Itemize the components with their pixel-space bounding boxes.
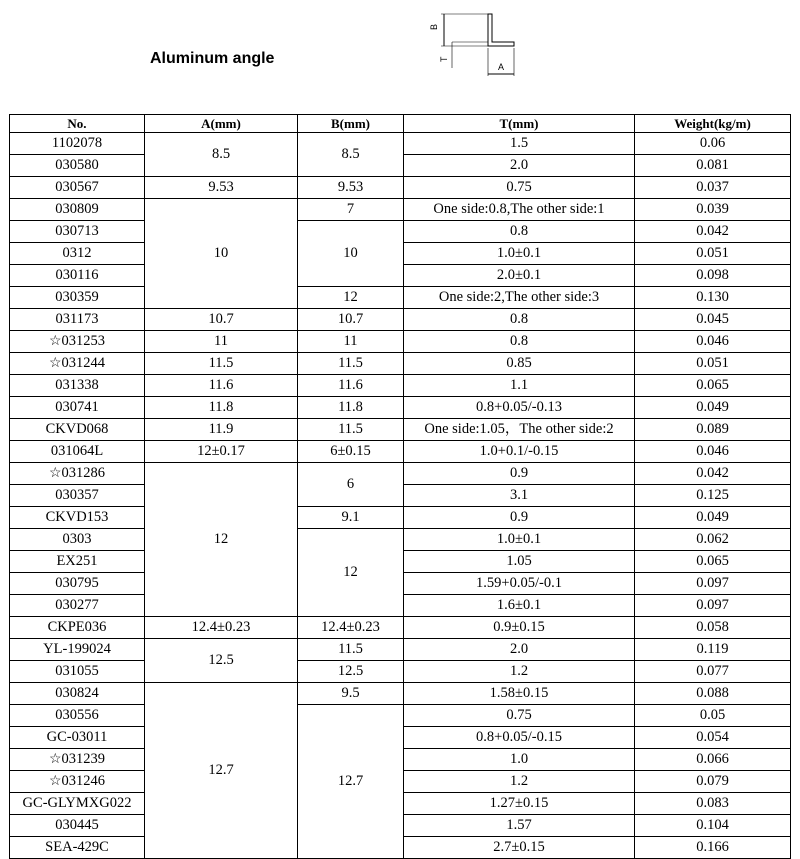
part-number: 030809 [55, 201, 99, 217]
cell-a: 12 [145, 463, 298, 617]
cell-no [10, 595, 145, 617]
cell-a: 12±0.17 [145, 441, 298, 463]
cell-weight: 0.119 [635, 639, 791, 661]
part-number: 031064L [50, 443, 104, 459]
part-number: SEA-429C [45, 839, 109, 855]
cell-no [10, 309, 145, 331]
angle-profile-diagram [422, 8, 522, 80]
star-icon: ☆ [48, 752, 62, 767]
cell-a: 11.5 [145, 353, 298, 375]
cell-weight: 0.037 [635, 177, 791, 199]
cell-t: 2.0±0.1 [404, 265, 635, 287]
cell-weight: 0.042 [635, 221, 791, 243]
part-number: CKVD153 [45, 509, 109, 525]
table-row [10, 133, 791, 155]
cell-no [10, 155, 145, 177]
part-number: 030445 [55, 817, 99, 833]
cell-no [10, 243, 145, 265]
cell-no [10, 705, 145, 727]
cell-t: 0.8 [404, 221, 635, 243]
part-number: 1102078 [51, 135, 103, 151]
cell-t: 1.0+0.1/-0.15 [404, 441, 635, 463]
cell-weight: 0.166 [635, 837, 791, 859]
table-row [10, 177, 791, 199]
page-title: Aluminum angle [150, 50, 275, 67]
cell-b: 10 [298, 221, 404, 287]
part-number: 031244 [61, 355, 106, 371]
cell-weight: 0.081 [635, 155, 791, 177]
cell-b: 12.5 [298, 661, 404, 683]
cell-b: 11.5 [298, 639, 404, 661]
cell-b: 11.5 [298, 419, 404, 441]
cell-a: 9.53 [145, 177, 298, 199]
cell-no [10, 485, 145, 507]
part-number: GC-03011 [46, 729, 108, 745]
cell-weight: 0.066 [635, 749, 791, 771]
table-row [10, 419, 791, 441]
cell-no [10, 265, 145, 287]
cell-no [10, 287, 145, 309]
cell-t: 0.9 [404, 463, 635, 485]
cell-no [10, 837, 145, 859]
part-number: 0303 [62, 531, 92, 547]
diagram-label-t: T [439, 56, 449, 62]
cell-a: 10 [145, 199, 298, 309]
cell-b: 9.1 [298, 507, 404, 529]
cell-a: 11 [145, 331, 298, 353]
cell-weight: 0.077 [635, 661, 791, 683]
col-header-b: B(mm) [298, 115, 404, 133]
cell-t: 0.9 [404, 507, 635, 529]
part-number: 031253 [61, 333, 106, 349]
cell-b: 12 [298, 529, 404, 617]
cell-t: 1.0 [404, 749, 635, 771]
cell-weight: 0.098 [635, 265, 791, 287]
cell-a: 12.7 [145, 683, 298, 859]
cell-b: 11.6 [298, 375, 404, 397]
cell-t: 1.57 [404, 815, 635, 837]
cell-weight: 0.079 [635, 771, 791, 793]
cell-weight: 0.049 [635, 507, 791, 529]
part-number: 031246 [61, 773, 106, 789]
cell-weight: 0.058 [635, 617, 791, 639]
part-number: 030116 [55, 267, 99, 283]
part-number: 031239 [61, 751, 106, 767]
cell-t: 0.85 [404, 353, 635, 375]
cell-no [10, 639, 145, 661]
cell-a: 12.4±0.23 [145, 617, 298, 639]
cell-a: 8.5 [145, 133, 298, 177]
table-row [10, 617, 791, 639]
table-row [10, 639, 791, 661]
cell-no [10, 463, 145, 485]
part-number: 030357 [55, 487, 99, 503]
cell-no [10, 683, 145, 705]
cell-weight: 0.046 [635, 331, 791, 353]
table-header-row [10, 115, 791, 133]
cell-weight: 0.125 [635, 485, 791, 507]
cell-t: 3.1 [404, 485, 635, 507]
cell-weight: 0.05 [635, 705, 791, 727]
cell-weight: 0.045 [635, 309, 791, 331]
table-row [10, 287, 791, 309]
part-number: CKVD068 [45, 421, 109, 437]
table-row [10, 353, 791, 375]
cell-t: One side:2,The other side:3 [404, 287, 635, 309]
part-number: CKPE036 [47, 619, 107, 635]
cell-no [10, 771, 145, 793]
cell-t: 0.8+0.05/-0.15 [404, 727, 635, 749]
part-number: EX251 [56, 553, 98, 569]
cell-no [10, 221, 145, 243]
cell-t: 0.8 [404, 331, 635, 353]
cell-t: 1.59+0.05/-0.1 [404, 573, 635, 595]
cell-t: 0.75 [404, 705, 635, 727]
cell-no [10, 507, 145, 529]
cell-no [10, 815, 145, 837]
part-number: 030567 [55, 179, 99, 195]
cell-no [10, 397, 145, 419]
cell-weight: 0.039 [635, 199, 791, 221]
col-header-no: No. [10, 115, 145, 133]
cell-a: 12.5 [145, 639, 298, 683]
cell-weight: 0.062 [635, 529, 791, 551]
cell-t: 1.2 [404, 661, 635, 683]
cell-no [10, 375, 145, 397]
cell-b: 9.5 [298, 683, 404, 705]
table-row [10, 529, 791, 551]
cell-no [10, 617, 145, 639]
cell-b: 6 [298, 463, 404, 507]
part-number: 0312 [62, 245, 92, 261]
cell-t: 0.8 [404, 309, 635, 331]
cell-no [10, 177, 145, 199]
part-number: 031055 [55, 663, 99, 679]
table-row [10, 309, 791, 331]
star-icon: ☆ [48, 334, 62, 349]
cell-t: 1.1 [404, 375, 635, 397]
table-row [10, 199, 791, 221]
part-number: 030556 [55, 707, 99, 723]
cell-a: 11.9 [145, 419, 298, 441]
cell-a: 10.7 [145, 309, 298, 331]
part-number: 030795 [55, 575, 99, 591]
table-body [10, 133, 791, 859]
cell-t: 1.5 [404, 133, 635, 155]
col-header-a: A(mm) [145, 115, 298, 133]
cell-weight: 0.089 [635, 419, 791, 441]
part-number: YL-199024 [43, 641, 111, 657]
cell-weight: 0.097 [635, 573, 791, 595]
star-icon: ☆ [48, 356, 62, 371]
cell-no [10, 441, 145, 463]
table-row [10, 705, 791, 727]
table-row [10, 463, 791, 485]
cell-t: 0.8+0.05/-0.13 [404, 397, 635, 419]
cell-no [10, 727, 145, 749]
col-header-weight: Weight(kg/m) [635, 115, 791, 133]
part-number: 030277 [55, 597, 99, 613]
cell-b: 7 [298, 199, 404, 221]
table-row [10, 375, 791, 397]
cell-t: 1.05 [404, 551, 635, 573]
cell-b: 9.53 [298, 177, 404, 199]
part-number: 031173 [55, 311, 99, 327]
part-number: 030824 [55, 685, 99, 701]
cell-b: 11.8 [298, 397, 404, 419]
aluminum-angle-table [9, 114, 791, 859]
cell-weight: 0.051 [635, 243, 791, 265]
part-number: 030580 [55, 157, 99, 173]
table-row [10, 507, 791, 529]
cell-b: 10.7 [298, 309, 404, 331]
cell-t: 2.7±0.15 [404, 837, 635, 859]
cell-b: 8.5 [298, 133, 404, 177]
table-row [10, 683, 791, 705]
diagram-label-b: B [429, 23, 439, 30]
cell-weight: 0.104 [635, 815, 791, 837]
cell-no [10, 551, 145, 573]
star-icon: ☆ [48, 466, 62, 481]
cell-no [10, 419, 145, 441]
cell-t: 1.58±0.15 [404, 683, 635, 705]
cell-t: 2.0 [404, 639, 635, 661]
table-row [10, 661, 791, 683]
cell-weight: 0.083 [635, 793, 791, 815]
cell-weight: 0.042 [635, 463, 791, 485]
cell-t: One side:0.8,The other side:1 [404, 199, 635, 221]
star-icon: ☆ [48, 774, 62, 789]
cell-t: 1.2 [404, 771, 635, 793]
cell-no [10, 199, 145, 221]
part-number: 030713 [55, 223, 99, 239]
cell-t: 0.9±0.15 [404, 617, 635, 639]
part-number: 031338 [55, 377, 99, 393]
part-number: GC-GLYMXG022 [22, 795, 132, 811]
table-row [10, 397, 791, 419]
cell-b: 12.7 [298, 705, 404, 859]
cell-t: 1.6±0.1 [404, 595, 635, 617]
part-number: 030741 [55, 399, 99, 415]
col-header-t: T(mm) [404, 115, 635, 133]
diagram-label-a: A [498, 62, 505, 72]
cell-t: 2.0 [404, 155, 635, 177]
cell-weight: 0.065 [635, 375, 791, 397]
cell-weight: 0.046 [635, 441, 791, 463]
cell-weight: 0.049 [635, 397, 791, 419]
cell-weight: 0.054 [635, 727, 791, 749]
cell-no [10, 353, 145, 375]
cell-weight: 0.051 [635, 353, 791, 375]
part-number: 031286 [61, 465, 106, 481]
cell-weight: 0.097 [635, 595, 791, 617]
cell-no [10, 749, 145, 771]
table-row [10, 441, 791, 463]
cell-a: 11.6 [145, 375, 298, 397]
cell-weight: 0.130 [635, 287, 791, 309]
part-number: 030359 [55, 289, 99, 305]
cell-t: One side:1.05，The other side:2 [404, 419, 635, 441]
table-row [10, 221, 791, 243]
cell-b: 12 [298, 287, 404, 309]
table-row [10, 331, 791, 353]
cell-b: 6±0.15 [298, 441, 404, 463]
cell-t: 0.75 [404, 177, 635, 199]
cell-weight: 0.088 [635, 683, 791, 705]
cell-t: 1.0±0.1 [404, 243, 635, 265]
cell-no [10, 331, 145, 353]
cell-no [10, 573, 145, 595]
cell-b: 12.4±0.23 [298, 617, 404, 639]
cell-t: 1.27±0.15 [404, 793, 635, 815]
cell-t: 1.0±0.1 [404, 529, 635, 551]
cell-no [10, 661, 145, 683]
cell-b: 11.5 [298, 353, 404, 375]
cell-no [10, 793, 145, 815]
cell-a: 11.8 [145, 397, 298, 419]
cell-no [10, 133, 145, 155]
cell-weight: 0.06 [635, 133, 791, 155]
cell-no [10, 529, 145, 551]
cell-b: 11 [298, 331, 404, 353]
cell-weight: 0.065 [635, 551, 791, 573]
